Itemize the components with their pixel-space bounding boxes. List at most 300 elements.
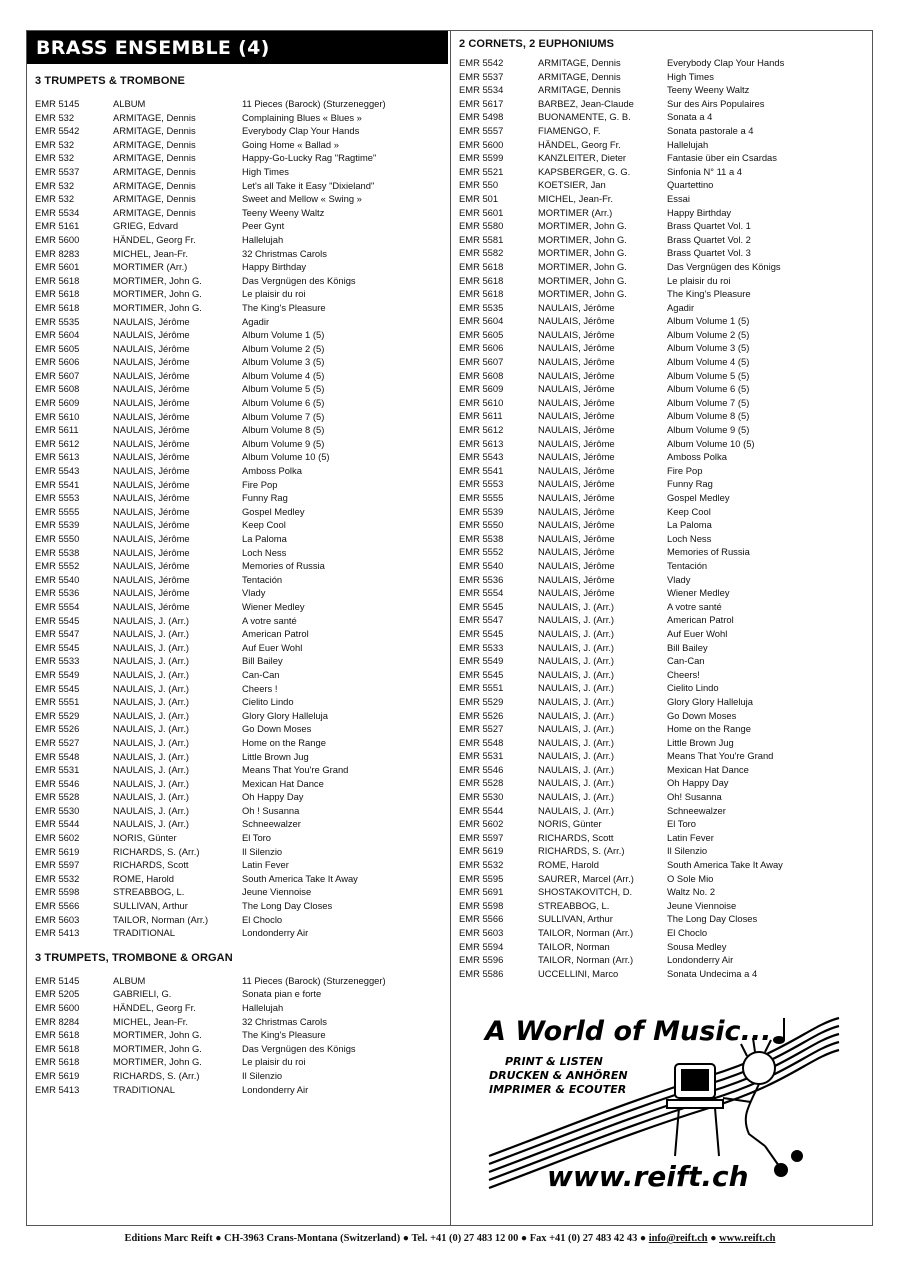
catalog-code: EMR 5545: [459, 627, 504, 639]
work-title: Schneewalzer: [667, 804, 726, 816]
page-title: BRASS ENSEMBLE (4): [36, 37, 270, 59]
work-title: Londonderry Air: [242, 1083, 309, 1095]
composer: NAULAIS, Jérôme: [113, 342, 190, 354]
work-title: Oh Happy Day: [667, 777, 729, 789]
work-title: Sonata pastorale a 4: [667, 124, 754, 136]
catalog-row: [459, 477, 867, 491]
composer: ALBUM: [113, 98, 146, 109]
work-title: Means That You're Grand: [242, 764, 349, 776]
catalog-code: EMR 5533: [459, 641, 504, 653]
composer: MICHEL, Jean-Fr.: [538, 192, 614, 204]
advertisement: [479, 1006, 851, 1194]
work-title: Il Silenzio: [667, 845, 708, 857]
composer: NAULAIS, Jérôme: [538, 342, 615, 354]
catalog-code: EMR 5531: [459, 750, 504, 762]
catalog-code: EMR 5612: [35, 437, 80, 449]
catalog-row: [459, 586, 867, 600]
catalog-code: EMR 5161: [35, 220, 80, 232]
composer: HÄNDEL, Georg Fr.: [113, 1002, 196, 1013]
catalog-row: [459, 790, 867, 804]
catalog-row: [459, 858, 867, 872]
work-title: Fire Pop: [667, 464, 703, 476]
work-title: Le plaisir du roi: [242, 1056, 306, 1068]
catalog-row: [459, 192, 867, 206]
catalog-row: [35, 206, 443, 220]
catalog-row: [35, 913, 443, 927]
work-title: The Long Day Closes: [667, 913, 758, 925]
work-title: American Patrol: [242, 628, 309, 640]
work-title: Album Volume 2 (5): [667, 328, 750, 340]
catalog-row: [459, 613, 867, 627]
catalog-code: EMR 5618: [35, 1029, 80, 1041]
catalog-row: [459, 844, 867, 858]
left-column: [35, 75, 443, 1096]
catalog-row: [459, 695, 867, 709]
work-title: Keep Cool: [667, 505, 711, 517]
work-title: South America Take It Away: [667, 859, 783, 871]
work-title: Album Volume 10 (5): [667, 437, 755, 449]
catalog-code: EMR 5539: [35, 519, 80, 531]
composer: NAULAIS, Jérôme: [113, 451, 190, 463]
catalog-code: EMR 5606: [35, 356, 80, 368]
composer: NAULAIS, J. (Arr.): [538, 682, 615, 694]
catalog-code: EMR 5586: [459, 967, 504, 979]
work-title: Cielito Lindo: [242, 696, 294, 708]
catalog-code: EMR 5531: [35, 764, 80, 776]
composer: MICHEL, Jean-Fr.: [113, 247, 189, 259]
work-title: South America Take It Away: [242, 872, 358, 884]
catalog-code: EMR 5529: [459, 695, 504, 707]
work-title: Oh Happy Day: [242, 791, 304, 803]
catalog-row: [459, 178, 867, 192]
catalog-code: EMR 5613: [459, 437, 504, 449]
catalog-row: [35, 817, 443, 831]
composer: MORTIMER, John G.: [538, 274, 627, 286]
catalog-code: EMR 5597: [35, 859, 80, 871]
catalog-row: [35, 342, 443, 356]
catalog-row: [459, 518, 867, 532]
ad-line: PRINT & LISTEN: [505, 1055, 603, 1068]
composer: NAULAIS, Jérôme: [538, 519, 615, 531]
catalog-row: [459, 450, 867, 464]
catalog-code: EMR 5599: [459, 152, 504, 164]
composer: TRADITIONAL: [113, 927, 175, 939]
catalog-row: [459, 328, 867, 342]
work-title: Wiener Medley: [667, 587, 730, 599]
catalog-code: EMR 5609: [459, 383, 504, 395]
work-title: Happy Birthday: [667, 206, 732, 218]
work-title: Means That You're Grand: [667, 750, 774, 762]
work-title: Latin Fever: [667, 831, 714, 843]
work-title: Can-Can: [242, 668, 280, 680]
work-title: Gospel Medley: [667, 492, 730, 503]
catalog-code: EMR 5530: [35, 804, 80, 816]
work-title: Loch Ness: [667, 532, 712, 544]
work-title: Album Volume 5 (5): [667, 369, 750, 381]
work-title: Hallelujah: [667, 138, 709, 150]
work-title: Album Volume 6 (5): [667, 383, 750, 395]
work-title: Il Silenzio: [242, 845, 283, 857]
catalog-row: [459, 246, 867, 260]
work-title: Complaining Blues « Blues »: [242, 111, 362, 123]
catalog-row: [35, 614, 443, 628]
catalog-code: EMR 5145: [35, 974, 80, 986]
composer: MORTIMER, John G.: [113, 301, 202, 313]
catalog-row: [459, 654, 867, 668]
work-title: Album Volume 9 (5): [242, 437, 325, 449]
catalog-row: [35, 478, 443, 492]
catalog-row: [459, 138, 867, 152]
catalog-row: [459, 151, 867, 165]
composer: NAULAIS, Jérôme: [113, 465, 190, 477]
composer: ARMITAGE, Dennis: [113, 179, 196, 191]
work-title: Le plaisir du roi: [242, 288, 306, 300]
catalog-code: EMR 5549: [35, 668, 80, 680]
catalog-row: [459, 437, 867, 451]
catalog-row: [35, 382, 443, 396]
catalog-code: EMR 5607: [459, 356, 504, 368]
composer: NAULAIS, Jérôme: [113, 573, 190, 585]
catalog-code: EMR 5580: [459, 220, 504, 232]
composer: NAULAIS, Jérôme: [538, 559, 615, 571]
catalog-row: [35, 573, 443, 587]
work-title: El Toro: [667, 818, 697, 830]
catalog-row: [459, 763, 867, 777]
catalog-code: EMR 5581: [459, 233, 504, 245]
work-title: La Paloma: [667, 519, 712, 531]
work-title: High Times: [667, 70, 714, 82]
catalog-row: [35, 233, 443, 247]
catalog-row: [459, 559, 867, 573]
work-title: Wiener Medley: [242, 600, 305, 612]
catalog-code: EMR 5606: [459, 342, 504, 354]
ad-artwork: [479, 1006, 851, 1194]
catalog-code: EMR 5610: [35, 410, 80, 422]
catalog-row: [459, 953, 867, 967]
work-title: High Times: [242, 165, 289, 177]
catalog-row: [35, 219, 443, 233]
work-title: Album Volume 4 (5): [242, 369, 325, 381]
work-title: 32 Christmas Carols: [242, 1015, 327, 1027]
work-title: Home on the Range: [242, 736, 326, 748]
composer: MORTIMER (Arr.): [113, 261, 188, 273]
catalog-code: EMR 5546: [35, 777, 80, 789]
catalog-row: [459, 382, 867, 396]
catalog-code: EMR 5618: [459, 288, 504, 300]
work-title: El Choclo: [667, 927, 708, 938]
work-title: Album Volume 1 (5): [242, 329, 325, 341]
work-title: Fire Pop: [242, 478, 278, 490]
catalog-code: EMR 5550: [35, 533, 80, 544]
catalog-row: [459, 83, 867, 97]
catalog-code: EMR 5601: [459, 206, 504, 218]
catalog-row: [35, 247, 443, 261]
composer: NAULAIS, J. (Arr.): [113, 736, 190, 748]
composer: ARMITAGE, Dennis: [113, 111, 196, 123]
catalog-code: EMR 550: [459, 179, 499, 191]
composer: MORTIMER, John G.: [538, 288, 627, 300]
work-title: Funny Rag: [667, 478, 713, 490]
composer: NAULAIS, Jérôme: [538, 587, 615, 599]
composer: ARMITAGE, Dennis: [538, 84, 621, 96]
composer: NAULAIS, Jérôme: [113, 410, 190, 422]
composer: GABRIELI, G.: [113, 988, 172, 1000]
work-title: Little Brown Jug: [242, 750, 309, 762]
catalog-code: EMR 5600: [35, 1002, 80, 1013]
music-note-icon: [773, 1018, 785, 1044]
work-title: Oh! Susanna: [667, 791, 722, 803]
catalog-code: EMR 5532: [35, 872, 80, 884]
work-title: Album Volume 7 (5): [242, 410, 325, 422]
catalog-row: [459, 206, 867, 220]
composer: NAULAIS, J. (Arr.): [538, 627, 615, 639]
work-title: Fantasie über ein Csardas: [667, 152, 777, 164]
catalog-code: EMR 5557: [459, 124, 504, 136]
catalog-code: EMR 5205: [35, 988, 80, 1000]
catalog-row: [35, 777, 443, 791]
catalog-code: EMR 5598: [459, 899, 504, 911]
work-title: Tentación: [242, 573, 283, 585]
catalog-row: [459, 491, 867, 505]
ad-line: IMPRIMER & ECOUTER: [489, 1083, 627, 1096]
catalog-row: [35, 192, 443, 206]
catalog-code: EMR 5611: [459, 410, 503, 422]
catalog-row: [35, 682, 443, 696]
catalog-code: EMR 5536: [459, 573, 504, 585]
catalog-row: [35, 627, 443, 641]
work-title: Bill Bailey: [242, 655, 283, 667]
catalog-row: [459, 940, 867, 954]
work-title: Jeune Viennoise: [242, 886, 312, 898]
work-title: Das Vergnügen des Königs: [242, 1042, 356, 1054]
catalog-code: EMR 5145: [35, 98, 80, 109]
catalog-code: EMR 5535: [459, 301, 504, 313]
website-link[interactable]: www.reift.ch: [719, 1233, 776, 1244]
catalog-row: [459, 274, 867, 288]
catalog-code: EMR 5536: [35, 587, 80, 599]
work-title: Hallelujah: [242, 233, 284, 245]
catalog-code: EMR 5603: [459, 927, 504, 938]
catalog-code: EMR 5543: [459, 451, 504, 463]
catalog-code: EMR 5543: [35, 465, 80, 477]
work-title: Peer Gynt: [242, 220, 285, 232]
work-title: Jeune Viennoise: [667, 899, 737, 911]
catalog-code: EMR 5538: [459, 532, 504, 544]
catalog-code: EMR 5541: [35, 478, 80, 490]
catalog-row: [35, 138, 443, 152]
catalog-code: EMR 5554: [35, 600, 80, 612]
work-title: Oh ! Susanna: [242, 804, 300, 816]
catalog-row: [35, 668, 443, 682]
work-title: Memories of Russia: [242, 560, 325, 572]
catalog-code: EMR 5554: [459, 587, 504, 599]
catalog-row: [35, 858, 443, 872]
work-title: Quartettino: [667, 179, 714, 191]
work-title: Home on the Range: [667, 723, 751, 735]
composer: NAULAIS, Jérôme: [538, 437, 615, 449]
composer: NAULAIS, Jérôme: [538, 383, 615, 395]
catalog-code: EMR 5527: [459, 723, 504, 735]
work-title: American Patrol: [667, 614, 734, 626]
work-title: Cheers !: [242, 682, 278, 694]
work-title: Teeny Weeny Waltz: [667, 84, 750, 96]
catalog-row: [459, 97, 867, 111]
catalog-row: [459, 749, 867, 763]
work-title: Everybody Clap Your Hands: [667, 57, 785, 68]
catalog-row: [35, 1028, 443, 1042]
catalog-row: [35, 586, 443, 600]
composer: MORTIMER (Arr.): [538, 206, 613, 218]
catalog-code: EMR 5532: [459, 859, 504, 871]
work-title: Gospel Medley: [242, 505, 305, 517]
catalog-code: EMR 5542: [35, 125, 80, 137]
composer: NAULAIS, Jérôme: [113, 478, 190, 490]
catalog-code: EMR 5538: [35, 546, 80, 558]
ad-url[interactable]: www.reift.ch: [547, 1160, 749, 1193]
composer: TAILOR, Norman: [538, 940, 610, 952]
work-title: Hallelujah: [242, 1002, 284, 1013]
catalog-row: [35, 790, 443, 804]
composer: STREABBOG, L.: [538, 899, 610, 911]
composer: KANZLEITER, Dieter: [538, 152, 627, 164]
work-title: Das Vergnügen des Königs: [667, 260, 781, 272]
composer: NAULAIS, Jérôme: [113, 519, 190, 531]
catalog-code: EMR 5534: [35, 206, 80, 218]
composer: NAULAIS, Jérôme: [113, 600, 190, 612]
catalog-row: [459, 967, 867, 981]
work-title: Essai: [667, 192, 690, 204]
catalog-code: EMR 5552: [459, 546, 504, 558]
composer: SULLIVAN, Arthur: [538, 913, 613, 925]
email-link[interactable]: info@reift.ch: [648, 1233, 708, 1244]
composer: BARBEZ, Jean-Claude: [538, 97, 634, 109]
composer: TAILOR, Norman (Arr.): [538, 954, 634, 966]
catalog-row: [35, 301, 443, 315]
work-title: Amboss Polka: [242, 465, 302, 477]
column-divider: [450, 30, 451, 1226]
catalog-code: EMR 5545: [35, 682, 80, 694]
composer: ARMITAGE, Dennis: [113, 125, 196, 137]
work-title: Londonderry Air: [242, 927, 309, 939]
composer: NAULAIS, J. (Arr.): [538, 668, 615, 680]
work-title: Sonata a 4: [667, 111, 713, 123]
catalog-code: EMR 5612: [459, 424, 504, 436]
work-title: Glory Glory Halleluja: [667, 695, 753, 707]
catalog-code: EMR 5530: [459, 791, 504, 803]
catalog-code: EMR 5548: [459, 736, 504, 748]
composer: MORTIMER, John G.: [538, 220, 627, 232]
catalog-code: EMR 8284: [35, 1015, 80, 1027]
work-title: El Choclo: [242, 913, 283, 925]
catalog-code: EMR 5582: [459, 247, 504, 259]
catalog-row: [459, 110, 867, 124]
catalog-row: [459, 287, 867, 301]
footer-separator: ●: [710, 1233, 717, 1244]
composer: MORTIMER, John G.: [113, 1029, 202, 1041]
catalog-row: [35, 831, 443, 845]
work-title: A votre santé: [667, 600, 722, 612]
work-title: Album Volume 6 (5): [242, 397, 325, 409]
catalog-code: EMR 5533: [35, 655, 80, 667]
composer: NAULAIS, Jérôme: [538, 464, 615, 476]
work-title: Album Volume 4 (5): [667, 356, 750, 368]
composer: ARMITAGE, Dennis: [113, 193, 196, 205]
catalog-row: [35, 437, 443, 451]
catalog-row: [35, 518, 443, 532]
catalog-code: EMR 5608: [459, 369, 504, 381]
composer: TAILOR, Norman (Arr.): [113, 913, 209, 925]
catalog-row: [35, 899, 443, 913]
composer: NAULAIS, J. (Arr.): [113, 668, 190, 680]
composer: RICHARDS, S. (Arr.): [113, 845, 200, 857]
catalog-row: [459, 423, 867, 437]
composer: NAULAIS, J. (Arr.): [113, 614, 190, 626]
composer: NAULAIS, J. (Arr.): [538, 614, 615, 626]
work-title: Album Volume 8 (5): [242, 424, 325, 436]
composer: RICHARDS, S. (Arr.): [538, 845, 625, 857]
work-title: El Toro: [242, 832, 272, 844]
catalog-code: EMR 5498: [459, 111, 504, 123]
work-title: La Paloma: [242, 533, 287, 544]
composer: NAULAIS, Jérôme: [113, 383, 190, 395]
catalog-code: EMR 5618: [35, 301, 80, 313]
catalog-code: EMR 5618: [459, 260, 504, 272]
composer: NAULAIS, J. (Arr.): [538, 736, 615, 748]
catalog-row: [459, 831, 867, 845]
work-title: Cheers!: [667, 668, 700, 680]
catalog-row: [459, 219, 867, 233]
work-title: Keep Cool: [242, 519, 286, 531]
catalog-row: [459, 681, 867, 695]
catalog-row: [35, 546, 443, 560]
composer: MORTIMER, John G.: [113, 1042, 202, 1054]
catalog-code: EMR 5535: [35, 315, 80, 327]
composer: NAULAIS, Jérôme: [538, 356, 615, 368]
composer: SAURER, Marcel (Arr.): [538, 872, 634, 884]
catalog-row: [35, 804, 443, 818]
catalog-row: [35, 974, 443, 988]
composer: MORTIMER, John G.: [113, 288, 202, 300]
catalog-code: EMR 5549: [459, 655, 504, 667]
catalog-row: [35, 97, 443, 111]
catalog-code: EMR 532: [35, 179, 75, 191]
catalog-code: EMR 5618: [35, 274, 80, 286]
composer: NAULAIS, Jérôme: [113, 492, 190, 504]
work-title: 32 Christmas Carols: [242, 247, 327, 259]
catalog-code: EMR 5608: [35, 383, 80, 395]
catalog-row: [459, 396, 867, 410]
composer: RICHARDS, Scott: [113, 859, 189, 871]
work-title: Album Volume 8 (5): [667, 410, 750, 422]
catalog-code: EMR 5605: [35, 342, 80, 354]
composer: ARMITAGE, Dennis: [113, 165, 196, 177]
catalog-code: EMR 5566: [35, 900, 80, 912]
work-title: The King's Pleasure: [242, 301, 326, 313]
work-title: Waltz No. 2: [667, 886, 716, 898]
work-title: Album Volume 2 (5): [242, 342, 325, 354]
catalog-code: EMR 5618: [35, 1042, 80, 1054]
catalog-row: [35, 987, 443, 1001]
catalog-code: EMR 5566: [459, 913, 504, 925]
catalog-row: [35, 1069, 443, 1083]
catalog-row: [35, 396, 443, 410]
work-title: Go Down Moses: [242, 723, 312, 735]
composer: NAULAIS, Jérôme: [113, 356, 190, 368]
catalog-row: [459, 464, 867, 478]
work-title: Agadir: [667, 301, 695, 313]
catalog-code: EMR 5552: [35, 560, 80, 572]
composer: NAULAIS, J. (Arr.): [113, 723, 190, 735]
